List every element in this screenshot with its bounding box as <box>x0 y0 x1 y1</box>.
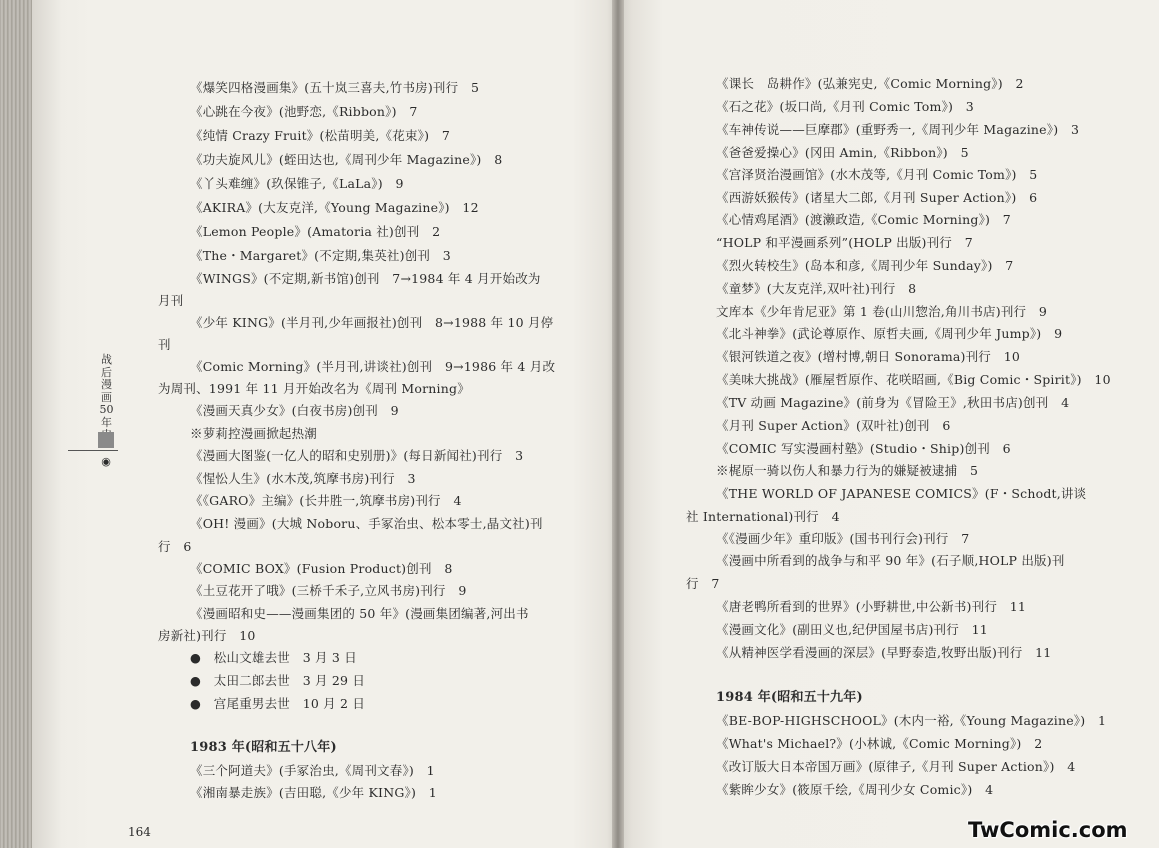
year-heading-1984: 1984 年(昭和五十九年) <box>716 690 863 705</box>
entry-line: 《改订版大日本帝国万画》(原律子,《月刊 Super Action》) 4 <box>716 759 1076 774</box>
entry-line: 《北斗神拳》(武论尊原作、原哲夫画,《周刊少年 Jump》) 9 <box>716 326 1063 341</box>
entry-line: 文库本《少年肯尼亚》第 1 卷(山川惣治,角川书店)刊行 9 <box>716 304 1048 319</box>
death-notice: ● 松山文雄去世 3 月 3 日 <box>190 650 357 665</box>
entry-line-continued: 为周刊、1991 年 11 月开始改名为《周刊 Morning》 <box>158 381 470 396</box>
entry-line: 《土豆花开了哦》(三桥千禾子,立风书房)刊行 9 <box>190 583 467 598</box>
entry-line: 《美味大挑战》(雁屋哲原作、花咲昭画,《Big Comic・Spirit》) 10 <box>716 372 1111 387</box>
entry-line: 《童梦》(大友克洋,双叶社)刊行 8 <box>716 281 917 296</box>
site-watermark: TwComic.com <box>968 818 1128 842</box>
entry-line: 《COMIC BOX》(Fusion Product)创刊 8 <box>190 561 453 576</box>
entry-line: 《功夫旋风儿》(蛭田达也,《周刊少年 Magazine》) 8 <box>190 152 503 167</box>
entry-line: 《从精神医学看漫画的深层》(早野泰造,牧野出版)刊行 11 <box>716 645 1052 660</box>
entry-line: 《车神传说——巨摩郡》(重野秀一,《周刊少年 Magazine》) 3 <box>716 122 1080 137</box>
entry-line: 《丫头难缠》(玖保锥子,《LaLa》) 9 <box>190 176 404 191</box>
entry-line: 《漫画天真少女》(白夜书房)创刊 9 <box>190 403 399 418</box>
entry-line: 《AKIRA》(大友克洋,《Young Magazine》) 12 <box>190 200 479 215</box>
entry-line-continued: 行 7 <box>686 576 720 591</box>
entry-line: 《西游妖猴传》(诸星大二郎,《月刊 Super Action》) 6 <box>716 190 1038 205</box>
entry-line: 《课长 岛耕作》(弘兼宪史,《Comic Morning》) 2 <box>716 76 1024 91</box>
entry-line: 《COMIC 写实漫画村塾》(Studio・Ship)创刊 6 <box>716 441 1011 456</box>
entry-line: 《《GARO》主编》(长井胜一,筑摩书房)刊行 4 <box>190 493 462 508</box>
entry-line: 《爸爸爱操心》(冈田 Amin,《Ribbon》) 5 <box>716 145 969 160</box>
entry-line: 《少年 KING》(半月刊,少年画报社)创刊 8→1988 年 10 月停 <box>190 315 554 330</box>
bullet-circle-icon: ◉ <box>101 455 111 468</box>
entry-line: 《心情鸡尾酒》(渡濑政造,《Comic Morning》) 7 <box>716 212 1011 227</box>
entry-line: 《石之花》(坂口尚,《月刊 Comic Tom》) 3 <box>716 99 974 114</box>
entry-line-continued: 房新社)刊行 10 <box>158 628 256 643</box>
entry-line: 《Comic Morning》(半月刊,讲谈社)创刊 9→1986 年 4 月改 <box>190 359 556 374</box>
page-number: 164 <box>128 825 151 839</box>
entry-line: 《What's Michael?》(小林诚,《Comic Morning》) 2 <box>716 736 1043 751</box>
entry-line: 《心跳在今夜》(池野恋,《Ribbon》) 7 <box>190 104 418 119</box>
entry-line-continued: 月刊 <box>158 293 184 308</box>
entry-line: 《烈火转校生》(岛本和彦,《周刊少年 Sunday》) 7 <box>716 258 1014 273</box>
running-head-rule <box>68 450 118 451</box>
entry-line-continued: 刊 <box>158 337 171 352</box>
running-head-marker <box>98 432 114 448</box>
entry-line: 《TV 动画 Magazine》(前身为《冒险王》,秋田书店)创刊 4 <box>716 395 1070 410</box>
entry-line: 《Lemon People》(Amatoria 社)创刊 2 <box>190 224 441 239</box>
page-edge-stack <box>0 0 32 848</box>
entry-line: 《漫画文化》(副田义也,纪伊国屋书店)刊行 11 <box>716 622 988 637</box>
death-notice: ● 太田二郎去世 3 月 29 日 <box>190 673 366 688</box>
entry-line: 《漫画中所看到的战争与和平 90 年》(石子顺,HOLP 出版)刊 <box>716 553 1065 568</box>
entry-line-continued: 社 International)刊行 4 <box>686 509 840 524</box>
death-notice: ● 宫尾重男去世 10 月 2 日 <box>190 696 366 711</box>
note-line: ※梶原一骑以伤人和暴力行为的嫌疑被逮捕 5 <box>716 463 979 478</box>
note-line: ※萝莉控漫画掀起热潮 <box>190 426 318 441</box>
entry-line: 《BE-BOP-HIGHSCHOOL》(木内一裕,《Young Magazine》) 1 <box>716 713 1107 728</box>
entry-line: 《三个阿道夫》(手冢治虫,《周刊文春》) 1 <box>190 763 435 778</box>
entry-line: 《月刊 Super Action》(双叶社)创刊 6 <box>716 418 951 433</box>
book-spine <box>612 0 624 848</box>
entry-line: 《惺忪人生》(水木茂,筑摩书房)刊行 3 <box>190 471 416 486</box>
running-head: 战后漫画50年 <box>99 353 114 429</box>
entry-line: 《唐老鸭所看到的世界》(小野耕世,中公新书)刊行 11 <box>716 599 1027 614</box>
entry-line: 《THE WORLD OF JAPANESE COMICS》(F・Schodt,讲谈 <box>716 486 1087 501</box>
entry-line: 《The・Margaret》(不定期,集英社)创刊 3 <box>190 248 451 263</box>
entry-line: 《紫眸少女》(筱原千绘,《周刊少女 Comic》) 4 <box>716 782 994 797</box>
entry-line: 《WINGS》(不定期,新书馆)创刊 7→1984 年 4 月开始改为 <box>190 271 541 286</box>
entry-line: 《宫泽贤治漫画馆》(水木茂等,《月刊 Comic Tom》) 5 <box>716 167 1038 182</box>
entry-line: 《湘南暴走族》(吉田聪,《少年 KING》) 1 <box>190 785 437 800</box>
year-heading-1983: 1983 年(昭和五十八年) <box>190 740 337 755</box>
entry-line: 《《漫画少年》重印版》(国书刊行会)刊行 7 <box>716 531 970 546</box>
entry-line: 《OH! 漫画》(大城 Noboru、手冢治虫、松本零士,晶文社)刊 <box>190 516 543 531</box>
entry-line: 《漫画大图鉴(一亿人的昭和史别册)》(每日新闻社)刊行 3 <box>190 448 524 463</box>
entry-line-continued: 行 6 <box>158 539 192 554</box>
entry-line: 《银河铁道之夜》(增村博,朝日 Sonorama)刊行 10 <box>716 349 1021 364</box>
entry-line: “HOLP 和平漫画系列”(HOLP 出版)刊行 7 <box>716 235 973 250</box>
entry-line: 《纯情 Crazy Fruit》(松苗明美,《花束》) 7 <box>190 128 451 143</box>
entry-line: 《漫画昭和史——漫画集团的 50 年》(漫画集团编著,河出书 <box>190 606 529 621</box>
entry-line: 《爆笑四格漫画集》(五十岚三喜夫,竹书房)刊行 5 <box>190 80 480 95</box>
